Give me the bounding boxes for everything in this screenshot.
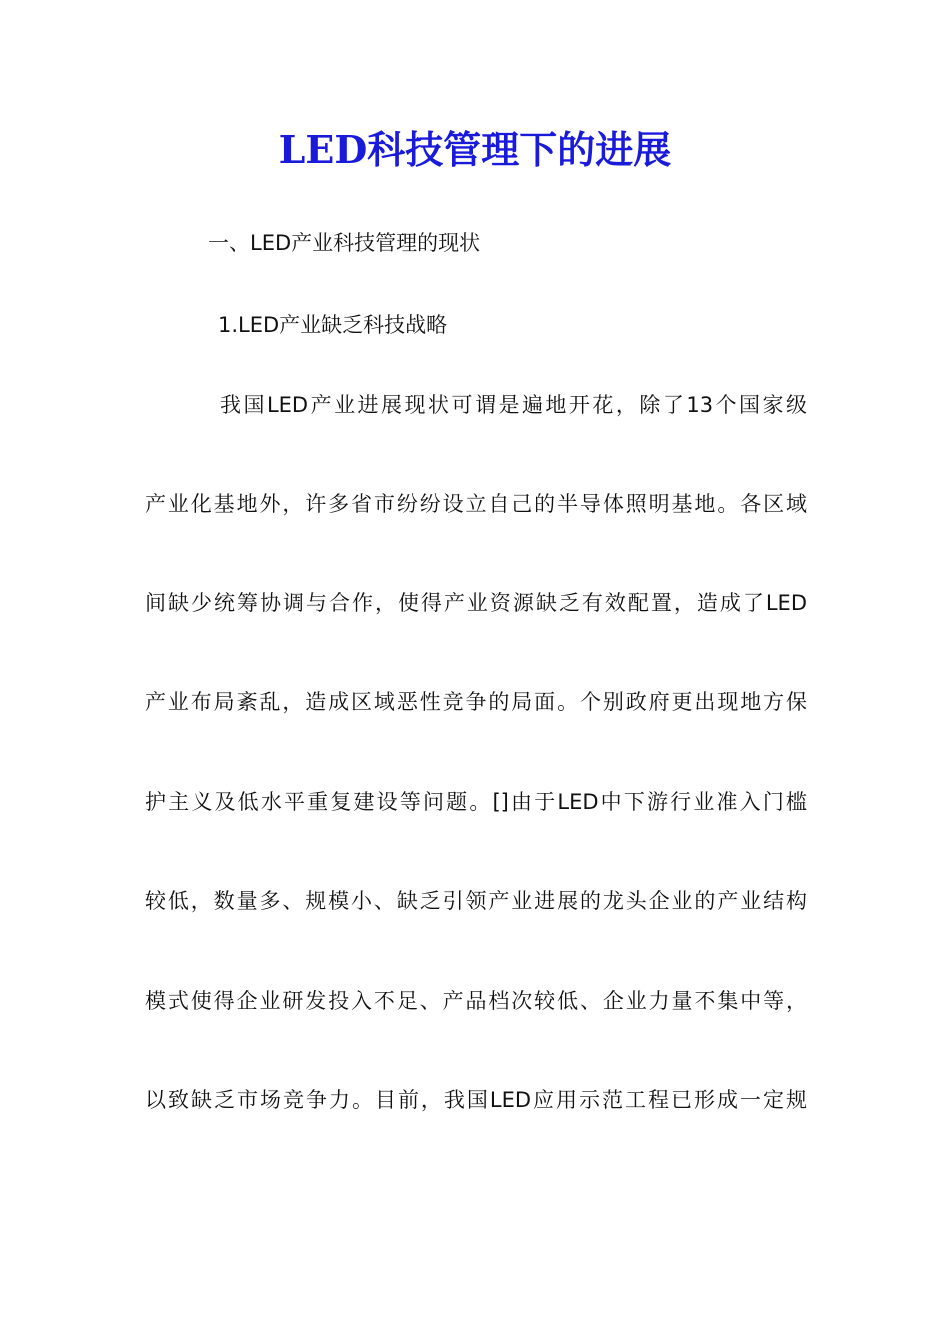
paragraph-line: 较低，数量多、规模小、缺乏引领产业进展的龙头企业的产业结构 xyxy=(145,889,807,913)
paragraph-line: 我国LED产业进展现状可谓是遍地开花，除了13个国家级 xyxy=(220,393,807,417)
paragraph-line: 模式使得企业研发投入不足、产品档次较低、企业力量不集中等， xyxy=(145,989,807,1013)
paragraph-line: 以致缺乏市场竞争力。目前，我国LED应用示范工程已形成一定规 xyxy=(145,1088,807,1112)
paragraph-line: 间缺少统筹协调与合作，使得产业资源缺乏有效配置，造成了LED xyxy=(145,591,807,615)
document-title: LED科技管理下的进展 xyxy=(278,127,672,172)
paragraph-line: 产业化基地外，许多省市纷纷设立自己的半导体照明基地。各区域 xyxy=(145,492,807,516)
paragraph-line: 产业布局紊乱，造成区域恶性竞争的局面。个别政府更出现地方保 xyxy=(145,690,807,714)
subsection-heading: 1.LED产业缺乏科技战略 xyxy=(218,313,448,337)
paragraph-line: 护主义及低水平重复建设等问题。[]由于LED中下游行业准入门槛 xyxy=(145,790,807,814)
section-heading: 一、LED产业科技管理的现状 xyxy=(208,231,481,255)
